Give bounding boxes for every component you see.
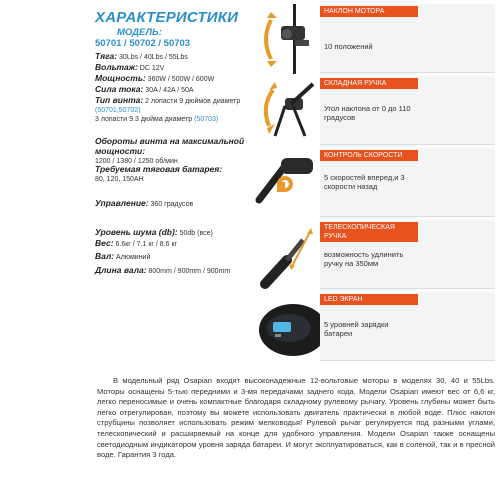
spec-battery [95,165,245,184]
feature-badge: ТЕЛЕСКОПИЧЕСКАЯ РУЧКА [320,222,418,242]
feature-text: 10 положений [324,42,373,51]
spec-shaft-length [95,266,245,276]
spec-label: Вал: [95,251,115,261]
spec-power [95,74,245,84]
feature-panel [320,220,495,289]
spec-value: 360 градусов [150,201,194,208]
spec-label: Требуемая тяговая батарея: [95,164,223,174]
speed-control-image [255,148,320,218]
description-paragraph: В модельный ряд Osapian входят высоконадежные 12-вольтовые моторы в моделях 30, 40 и 55Lbs. Моторы оснащены 5-тью передними и 3-мя передачами заднего хода. Модели Osapian имеют вес от 6,6 кг, легко переносимые и очень компактные благодаря складному рулевому рычагу. Уровень глубины может быть легко отрегулирован, поэтому вы можете использовать двигатель практически в любой воде. Плюс наклон струбцины позволяет использовать режим мелководья! Рулевой рычаг регулируется под разными углами, телескопический и расширяемый на конце для удобного управления. Модели Osapian также оснащены светодиодным индикатором уровня заряда батареи. И могут эксплуатироваться, как в соленой, так и в пресной воде. Гарантия 3 года. [97,376,495,460]
spec-shaft [95,252,245,262]
spec-value: 360W / 500W / 600W [147,76,215,83]
feature-panel [320,4,495,73]
spec-label: Тяга: [95,51,118,61]
model-label: МОДЕЛЬ: [117,27,162,38]
spec-label: Вес: [95,238,114,248]
spec-label: Мощность: [95,73,146,83]
spec-thrust [95,52,245,62]
spec-current [95,85,245,95]
spec-label: Длина вала: [95,265,147,275]
feature-badge: LED ЭКРАН [320,294,418,305]
spec-value: 1200 / 1380 / 1250 об/мин [95,158,178,165]
spec-weight [95,239,245,249]
spec-label: Вольтаж: [95,62,138,72]
spec-value: Алюминий [116,254,151,261]
spec-control [95,199,245,209]
feature-text: 5 уровней зарядки батареи [324,320,389,338]
telescopic-handle-image [255,220,320,290]
feature-panel [320,292,495,361]
folding-handle-image [255,76,320,146]
led-screen-image [255,292,320,362]
spec-note: (50703) [194,116,219,123]
feature-badge: НАКЛОН МОТОРА [320,6,418,17]
feature-text: 5 скоростей вперед,и 3 скорости назад [324,173,405,191]
feature-text: возможность удлинить ручку на 350мм [324,250,404,268]
feature-motor-tilt [255,4,500,74]
spec-value: 30A / 42A / 50A [145,87,194,94]
feature-folding-handle [255,76,500,146]
spec-value: DC 12V [139,65,165,72]
feature-speed-control [255,148,500,218]
page-title: ХАРАКТЕРИСТИКИ [95,9,239,26]
spec-value: 80, 120, 150AH [95,176,144,183]
feature-led-screen [255,292,500,362]
spec-note: (50701,50702) [95,107,141,114]
spec-value: 6.6кг / 7.1 кг / 8.6 кг [115,241,178,248]
spec-value: 800mm / 900mm / 900mm [148,268,231,275]
spec-label: Обороты винта на максимальной мощности: [95,136,245,156]
spec-value: 2 лопасти 9 дюймов диаметр [145,98,241,105]
spec-propeller [95,96,245,124]
spec-voltage [95,63,245,73]
feature-telescopic-handle [255,220,500,290]
spec-noise [95,228,245,238]
feature-text: Угол наклона от 0 до 110 градусов [324,104,411,122]
spec-value: 50db (все) [179,230,213,237]
feature-badge: КОНТРОЛЬ СКОРОСТИ [320,150,418,161]
spec-label: Сила тока: [95,84,144,94]
spec-value: 30Lbs / 40Lbs / 55Lbs [119,54,188,61]
spec-label: Уровень шума (db): [95,227,178,237]
feature-badge: СКЛАДНАЯ РУЧКА [320,78,418,89]
spec-label: Управление: [95,198,149,208]
spec-value: 3 лопасти 9.3 дюйма диаметр [95,116,193,123]
motor-tilt-image [255,4,320,74]
feature-panel [320,76,495,145]
feature-panel [320,148,495,217]
spec-rpm [95,137,245,166]
spec-label: Тип винта: [95,95,144,105]
model-value: 50701 / 50702 / 50703 [95,38,191,49]
